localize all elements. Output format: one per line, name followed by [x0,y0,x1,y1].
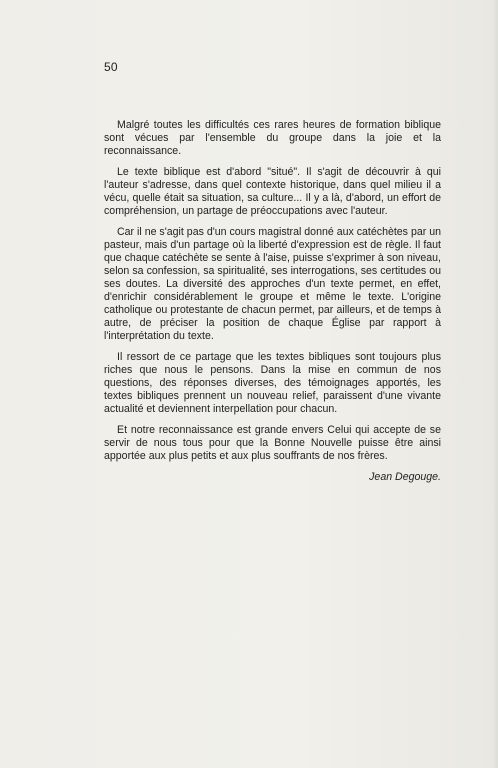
paragraph: Et notre reconnaissance est grande envers Celui qui accepte de se servir de nous tous pour que la Bonne Nouvelle puisse être ainsi apportée aux plus petits et aux plus souffrants de nos frères. [104,424,441,462]
paragraph: Le texte biblique est d'abord "situé". Il s'agit de découvrir à qui l'auteur s'adresse, dans quel contexte historique, dans quel milieu il a vécu, quelle était sa situation, sa culture... Il y a là, d'abord, un effort de compréhension, un partage de préoccupations avec l'auteur. [104,166,441,217]
author-signature: Jean Degouge. [369,471,441,483]
article-body [104,119,441,484]
paragraph: Car il ne s'agit pas d'un cours magistral donné aux catéchètes par un pasteur, mais d'un partage où la liberté d'expression est de règle. Il faut que chaque catéchète se sente à l'aise, puisse s'exprimer à son niveau, selon sa confession, sa spiritualité, ses interrogations, ses certitudes ou ses doutes. La diversité des approches d'un texte permet, en effet, d'enrichir considérablement le groupe et même le texte. L'origine catholique ou protestante de chacun permet, par ailleurs, et de temps à autre, de préciser la position de chaque Église par rapport à l'interprétation du texte. [104,226,441,342]
page-edge-shadow [492,0,498,768]
paragraph: Il ressort de ce partage que les textes bibliques sont toujours plus riches que nous le pensons. Dans la mise en commun de nos questions, des réponses diverses, des témoignages apportés, les textes bibliques prennent un nouveau relief, paraissent d'une vivante actualité et deviennent interpellation pour chacun. [104,351,441,415]
paragraph: Malgré toutes les difficultés ces rares heures de formation biblique sont vécues par l'ensemble du groupe dans la joie et la reconnaissance. [104,119,441,157]
page-number: 50 [104,60,118,74]
